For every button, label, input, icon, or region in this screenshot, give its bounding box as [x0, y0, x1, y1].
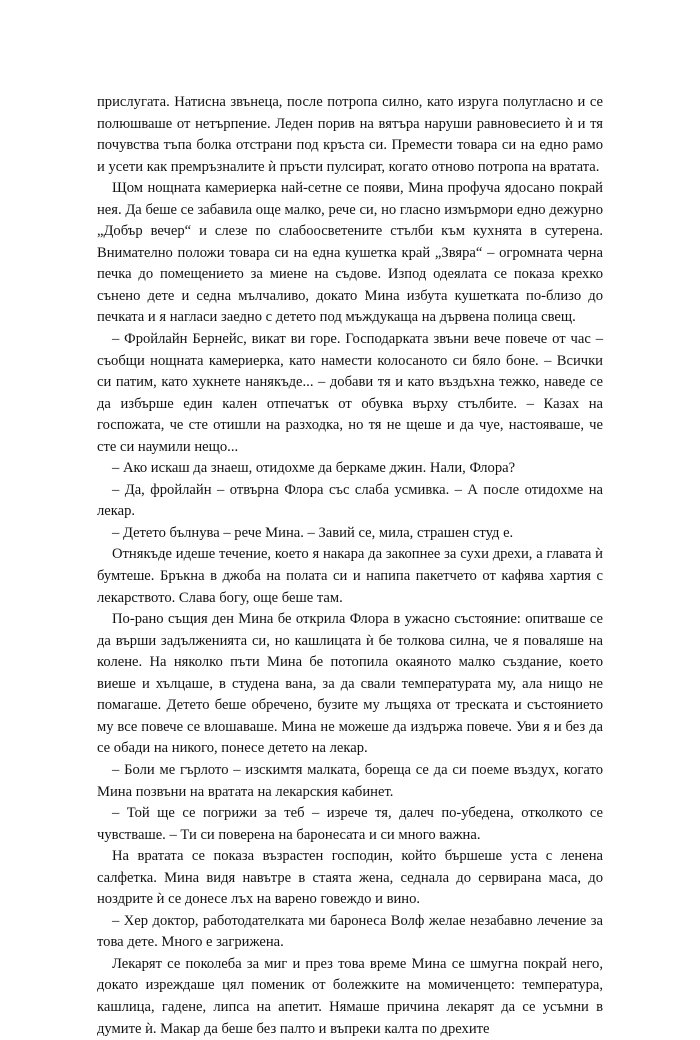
paragraph: – Ако искаш да знаеш, отидохме да беркаме джин. Нали, Флора? [112, 460, 516, 477]
paragraph: – Да, фройлайн – отвърна Флора със слаба усмивка. – А после отидохме на лекар. [97, 481, 603, 520]
paragraph: – Хер доктор, работодателката ми баронеса Волф желае незабавно лечение за това дете. Много е загрижена. [97, 912, 603, 951]
paragraph: На вратата се показа възрастен господин, който бършеше уста с ленена салфетка. Мина видя навътре в стаята жена, седнала до сервирана маса, до ноздрите ѝ се донесе лъх на варено говеждо и вино. [97, 848, 603, 908]
paragraph: Щом нощната камериерка най-сетне се появи, Мина профуча ядосано покрай нея. Да беше се забавила още малко, рече си, но гласно измърмори едно дежурно „Добър вечер“ и слезе по слабоосветените стълби към кухнята в сутерена. Внимателно положи товара си на една кушетка край „Звяра“ – огромната черна печка до помещението за миене на съдове. Изпод одеялата се показа крехко сънено дете и седна мълчаливо, докато Мина избута кушетката по-близо до печката и я нагласи заедно с детето под мъждукаща на дървена полица свещ. [97, 180, 603, 326]
page-text [97, 92, 603, 1040]
paragraph: – Детето бълнува – рече Мина. – Завий се, мила, страшен студ е. [112, 524, 514, 541]
paragraph: – Той ще се погрижи за теб – изрече тя, далеч по-убедена, отколкото се чувстваше. – Ти си поверена на баронесата и си много важна. [97, 805, 603, 843]
paragraph: Лекарят се поколеба за миг и през това време Мина се шмугна покрай него, докато изреждаше цял поменик от болежките на момиченцето: температура, кашлица, гадене, липса на апетит. Нямаше причина лекарят да се усъмни в думите ѝ. Макар да беше без палто и въпреки калта по дрехите [97, 955, 603, 1037]
paragraph: По-рано същия ден Мина бе открила Флора в ужасно състояние: опитваше се да върши задълженията си, но кашлицата ѝ бе толкова силна, че я поваляше на колене. На няколко пъти Мина бе потопила окаяното малко създание, което виеше и хълцаше, в студена вана, за да свали температурата му, ала нищо не помагаше. Детето беше обречено, бузите му лъщяха от треската и състоянието му все повече се влошаваше. Мина не можеше да издържа повече. Уви я и без да се обади на никого, понесе детето на лекар. [97, 611, 603, 757]
paragraph: – Боли ме гърлото – изскимтя малката, бореща се да си поеме въздух, когато Мина позвъни на вратата на лекарския кабинет. [97, 761, 603, 800]
paragraph: Отнякъде идеше течение, което я накара да закопнее за сухи дрехи, а главата ѝ бумтеше. Бръкна в джоба на полата си и напипа пакетчето от кафява хартия с лекарството. Слава богу, още беше там. [97, 546, 603, 606]
paragraph: прислугата. Натисна звънеца, после потропа силно, като изруга полугласно и се полюшваше от нетърпение. Леден порив на вятъра наруши равновесието ѝ и тя почувства тъпа болка отстрани под кръста си. Премести товара си на едно рамо и усети как премръзналите ѝ пръсти пулсират, когато отново потропа на вратата. [97, 94, 603, 175]
paragraph: – Фройлайн Бернейс, викат ви горе. Господарката звъни вече повече от час – съобщи нощната камериерка, като намести колосаното си бяло боне. – Всички си патим, като хукнете нанякъде... – добави тя и като въздъхна тежко, наведе се да избърше един кален отпечатък от обувка върху стълбите. – Казах на госпожата, че сте отишли на разходка, но тя не щеше и да чуе, настояваше, че сте си наумили нещо... [97, 331, 603, 455]
